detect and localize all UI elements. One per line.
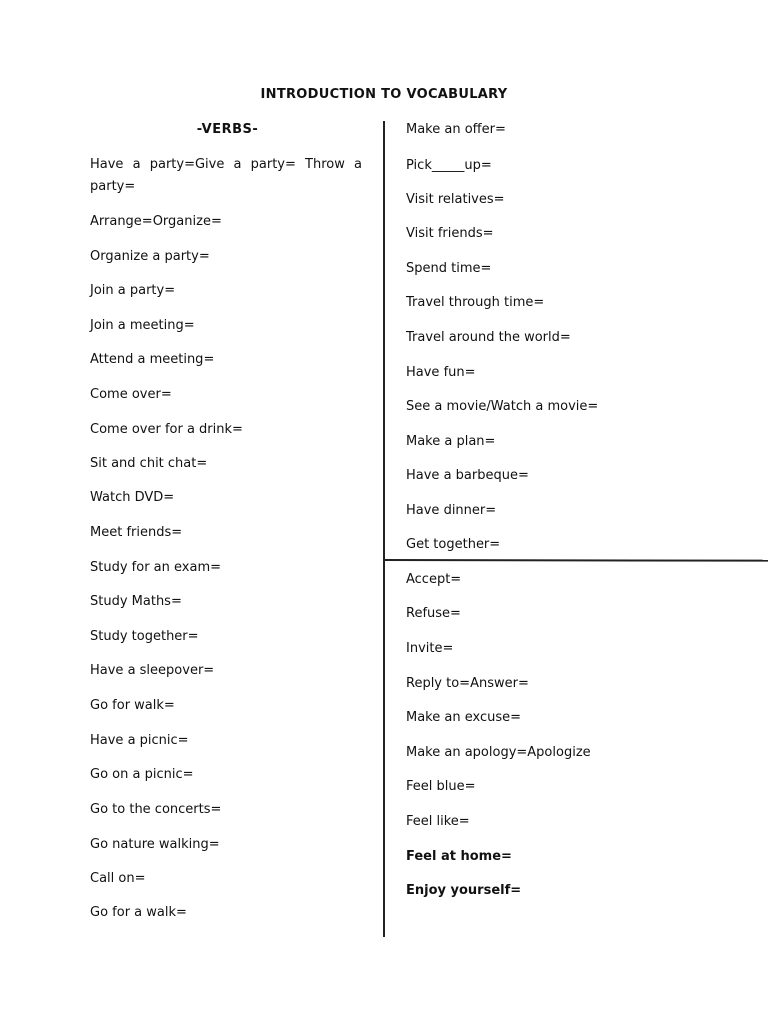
vocab-item: Enjoy yourself= — [406, 883, 522, 898]
vocab-item: Come over= — [90, 387, 172, 402]
vocab-item: Go to the concerts= — [90, 802, 222, 817]
vocab-item: Go for walk= — [90, 698, 175, 713]
vocab-item: Pick_____up= — [406, 158, 492, 173]
vocab-item: Reply to=Answer= — [406, 676, 529, 691]
vocab-item: Make a plan= — [406, 434, 496, 449]
vocab-item: Travel around the world= — [406, 330, 571, 345]
vocab-item: Meet friends= — [90, 525, 183, 540]
vocab-item: Join a party= — [90, 283, 176, 298]
vocab-item: Study for an exam= — [90, 560, 221, 575]
vocab-item: Sit and chit chat= — [90, 456, 208, 471]
column-divider — [383, 121, 385, 937]
vocab-item: Study Maths= — [90, 594, 182, 609]
vocab-item: Study together= — [90, 629, 199, 644]
vocab-item: Feel at home= — [406, 849, 512, 864]
vocab-item: Have a sleepover= — [90, 663, 215, 678]
vocab-item: Have dinner= — [406, 503, 497, 518]
vocab-item: Have a picnic= — [90, 733, 189, 748]
vocab-item: Make an excuse= — [406, 710, 522, 725]
vocab-item: Go for a walk= — [90, 905, 187, 920]
vocab-item: Visit friends= — [406, 226, 494, 241]
vocab-item: Come over for a drink= — [90, 422, 243, 437]
vocab-item: Spend time= — [406, 261, 492, 276]
section-divider — [383, 559, 768, 562]
vocab-item: Join a meeting= — [90, 318, 195, 333]
vocab-item: Have a party=Give a party= Throw a party= — [90, 157, 362, 194]
vocab-item: Organize a party= — [90, 249, 210, 264]
verbs-heading: -VERBS- — [196, 122, 259, 137]
vocab-item: Invite= — [406, 641, 454, 656]
vocab-item: Feel like= — [406, 814, 470, 829]
vocab-item: Have fun= — [406, 365, 476, 380]
vocab-item: Attend a meeting= — [90, 352, 215, 367]
vocab-item: Visit relatives= — [406, 192, 505, 207]
vocab-item: Feel blue= — [406, 779, 476, 794]
vocab-item: See a movie/Watch a movie= — [406, 399, 599, 414]
vocab-item: Go on a picnic= — [90, 767, 194, 782]
vocab-item: Call on= — [90, 871, 146, 886]
vocab-item: Arrange=Organize= — [90, 214, 222, 229]
vocab-item: Have a barbeque= — [406, 468, 529, 483]
vocab-item: Make an apology=Apologize — [406, 745, 591, 760]
vocab-item: Get together= — [406, 537, 501, 552]
vocab-item: Make an offer= — [406, 122, 506, 137]
vocab-item: Travel through time= — [406, 295, 545, 310]
vocab-item: Refuse= — [406, 606, 461, 621]
vocab-item: Accept= — [406, 572, 462, 587]
page-title: INTRODUCTION TO VOCABULARY — [260, 87, 508, 102]
vocab-item: Watch DVD= — [90, 490, 175, 505]
vocab-item: Go nature walking= — [90, 837, 220, 852]
